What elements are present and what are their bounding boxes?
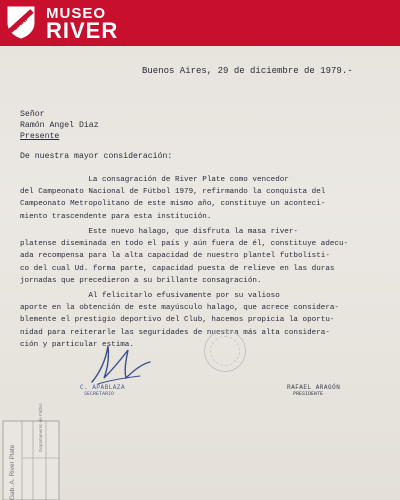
brand-museo: MUSEO [46,5,107,22]
archive-label: Gab. A. River Plate [9,444,16,500]
paragraph-2 [20,226,385,287]
paragraph-line: jornadas que precedieron a su brillante consagración. [20,276,262,285]
paragraph-line: Este nuevo halago, que disfruta la masa river- [20,228,298,236]
museum-header [0,0,400,46]
paragraph-line: Al felicitarlo efusivamente por su valioso [20,292,280,300]
right-signature-role: PRESIDENTE [293,391,324,397]
brand-river: RIVER [46,18,119,43]
handwritten-signature-icon [84,340,156,388]
river-plate-crest-icon [6,5,36,39]
salutation: Señor [20,110,45,119]
left-signature-role: SECRETARIO [84,391,115,397]
right-signature-name: RAFAEL ARAGÓN [287,384,341,391]
paragraph-line: ada recompensa para la alta capacidad de nuestro plantel futbolísti- [20,252,330,261]
svg-text:CARP: CARP [11,14,32,33]
paragraph-line: La consagración de River Plate como vencedor [20,176,289,184]
paragraph-1 [20,174,385,223]
left-signature-name: C. APABLAZA [80,384,126,391]
paragraph-line: co del cual Ud. forma parte, capacidad puesta de relieve en las duras [20,264,335,273]
paragraph-line: aporte en la obtención de este mayúsculo halago, que acrece considera- [20,304,339,313]
archive-box-label: Departamento de Fútbol [38,403,43,452]
paragraph-3 [20,290,385,351]
paragraph-line: Campeonato Metropolitano de este mismo año, constituye un aconteci- [20,200,326,209]
paragraph-line: blemente el prestigio deportivo del Club, hacemos propicia la oportu- [20,316,335,325]
paragraph-line: ción y particular estima. [20,340,134,349]
paragraph-line: nidad para reiterarle las seguridades de nuestra más alta considera- [20,328,330,337]
paragraph-line: platense diseminada en todo el país y aún fuera de él, constituye adecu- [20,240,349,249]
paragraph-line: del Campeonato Nacional de Fútbol 1979, refirmando la conquista del [20,188,326,197]
paragraph-line: miento trascendente para esta institución. [20,212,212,221]
recipient-name: Ramón Angel Diaz [20,121,99,130]
faded-stamp [204,330,246,372]
letter-date: Buenos Aires, 29 de diciembre de 1979.- [142,66,353,76]
recipient-title: Presente [20,132,60,141]
greeting: De nuestra mayor consideración: [20,152,173,161]
